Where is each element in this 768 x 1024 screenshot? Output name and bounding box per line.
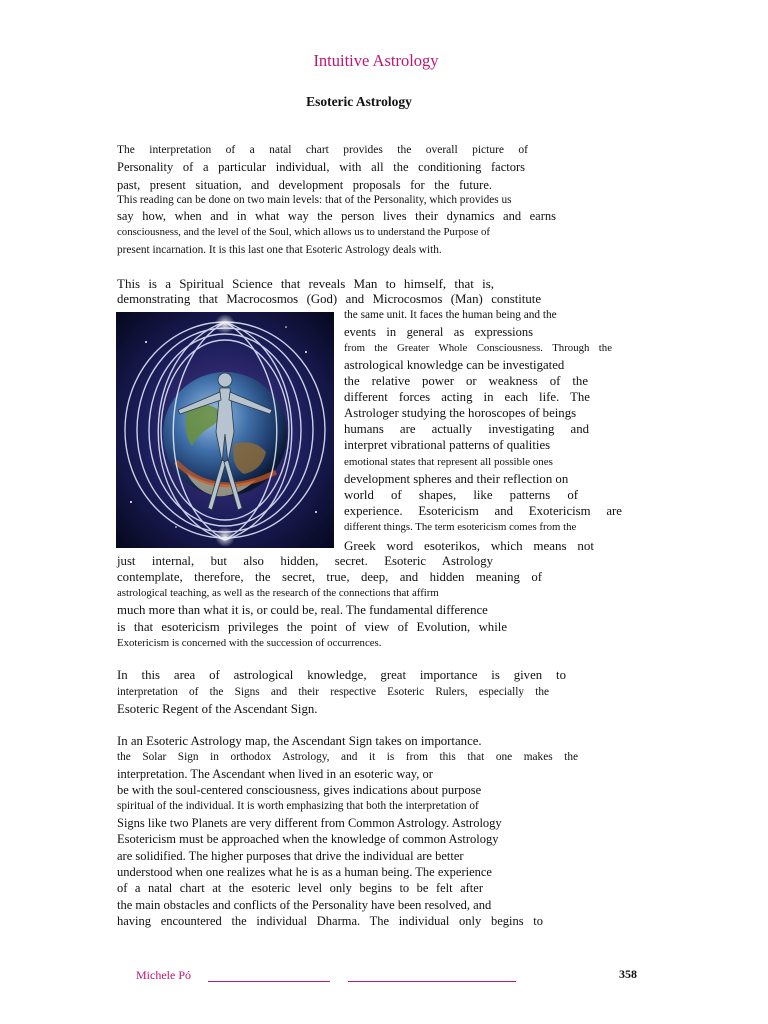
text-line: from the Greater Whole Consciousness. Through the bbox=[344, 342, 612, 354]
text-line: Greek word esoterikos, which means not bbox=[344, 538, 594, 553]
text-line: demonstrating that Macrocosmos (God) and Microcosmos (Man) constitute bbox=[117, 292, 541, 306]
text-line: understood when one realizes what he is as a human being. The experience bbox=[117, 865, 492, 879]
text-line: In an Esoteric Astrology map, the Ascendant Sign takes on importance. bbox=[117, 734, 482, 748]
text-line: contemplate, therefore, the secret, true, deep, and hidden meaning of bbox=[117, 570, 542, 584]
text-line: interpretation. The Ascendant when lived in an esoteric way, or bbox=[117, 767, 433, 781]
text-line: Esotericism must be approached when the knowledge of common Astrology bbox=[117, 832, 499, 846]
text-line: Astrologer studying the horoscopes of beings bbox=[344, 406, 577, 420]
text-line: world of shapes, like patterns of bbox=[344, 488, 578, 502]
text-line: different forces acting in each life. The bbox=[344, 390, 590, 404]
text-line: say how, when and in what way the person lives their dynamics and earns bbox=[117, 209, 556, 223]
text-line: consciousness, and the level of the Soul, which allows us to understand the Purpose of bbox=[117, 226, 491, 238]
text-line: just internal, but also hidden, secret. Esoteric Astrology bbox=[117, 554, 493, 568]
text-line: the relative power or weakness of the bbox=[344, 374, 588, 388]
text-line: Personality of a particular individual, with all the conditioning factors bbox=[117, 160, 525, 174]
footer-rule-left bbox=[208, 981, 330, 982]
footer-author: Michele Pó bbox=[136, 968, 191, 982]
text-line: is that esotericism privileges the point of view of Evolution, while bbox=[117, 620, 507, 634]
text-line: present incarnation. It is this last one that Esoteric Astrology deals with. bbox=[117, 244, 442, 256]
text-line: spiritual of the individual. It is worth emphasizing that both the interpretation of bbox=[117, 800, 479, 812]
text-line: interpret vibrational patterns of qualities bbox=[344, 438, 551, 452]
text-line: This is a Spiritual Science that reveals Man to himself, that is, bbox=[117, 276, 494, 291]
text-line: In this area of astrological knowledge, great importance is given to bbox=[117, 668, 566, 682]
text-line: the same unit. It faces the human being and the bbox=[344, 309, 557, 321]
text-line: interpretation of the Signs and their respective Esoteric Rulers, especially the bbox=[117, 686, 549, 698]
text-line: events in general as expressions bbox=[344, 325, 533, 339]
text-line: the Solar Sign in orthodox Astrology, and it is from this that one makes the bbox=[117, 751, 578, 763]
footer-rule-right bbox=[348, 981, 516, 982]
text-line: are solidified. The higher purposes that drive the individual are better bbox=[117, 849, 464, 863]
section-heading: Esoteric Astrology bbox=[306, 94, 412, 109]
text-line: The interpretation of a natal chart provides the overall picture of bbox=[117, 144, 528, 156]
text-line: astrological teaching, as well as the research of the connections that affirm bbox=[117, 587, 439, 599]
text-line: the main obstacles and conflicts of the Personality have been resolved, and bbox=[117, 898, 492, 912]
text-line: humans are actually investigating and bbox=[344, 422, 589, 436]
text-line: be with the soul-centered consciousness, gives indications about purpose bbox=[117, 783, 482, 797]
text-line: Esoteric Regent of the Ascendant Sign. bbox=[117, 702, 318, 716]
text-line: This reading can be done on two main levels: that of the Personality, which provides us bbox=[117, 194, 512, 206]
text-line: much more than what it is, or could be, real. The fundamental difference bbox=[117, 603, 488, 617]
illustration-svg bbox=[116, 312, 334, 548]
text-line: different things. The term esotericism comes from the bbox=[344, 521, 577, 533]
text-line: experience. Esotericism and Exotericism are bbox=[344, 504, 622, 518]
text-line: having encountered the individual Dharma. The individual only begins to bbox=[117, 914, 543, 928]
text-line: development spheres and their reflection on bbox=[344, 472, 569, 486]
page-number: 358 bbox=[619, 967, 637, 981]
text-line: astrological knowledge can be investigated bbox=[344, 358, 565, 372]
text-line: past, present situation, and development proposals for the future. bbox=[117, 178, 492, 192]
text-line: of a natal chart at the esoteric level only begins to be felt after bbox=[117, 881, 483, 895]
cosmic-human-illustration bbox=[116, 312, 334, 548]
text-line: Exotericism is concerned with the succession of occurrences. bbox=[117, 637, 382, 649]
text-line: Signs like two Planets are very different from Common Astrology. Astrology bbox=[117, 816, 502, 830]
text-line: emotional states that represent all possible ones bbox=[344, 456, 553, 468]
running-header-title: Intuitive Astrology bbox=[313, 51, 439, 70]
